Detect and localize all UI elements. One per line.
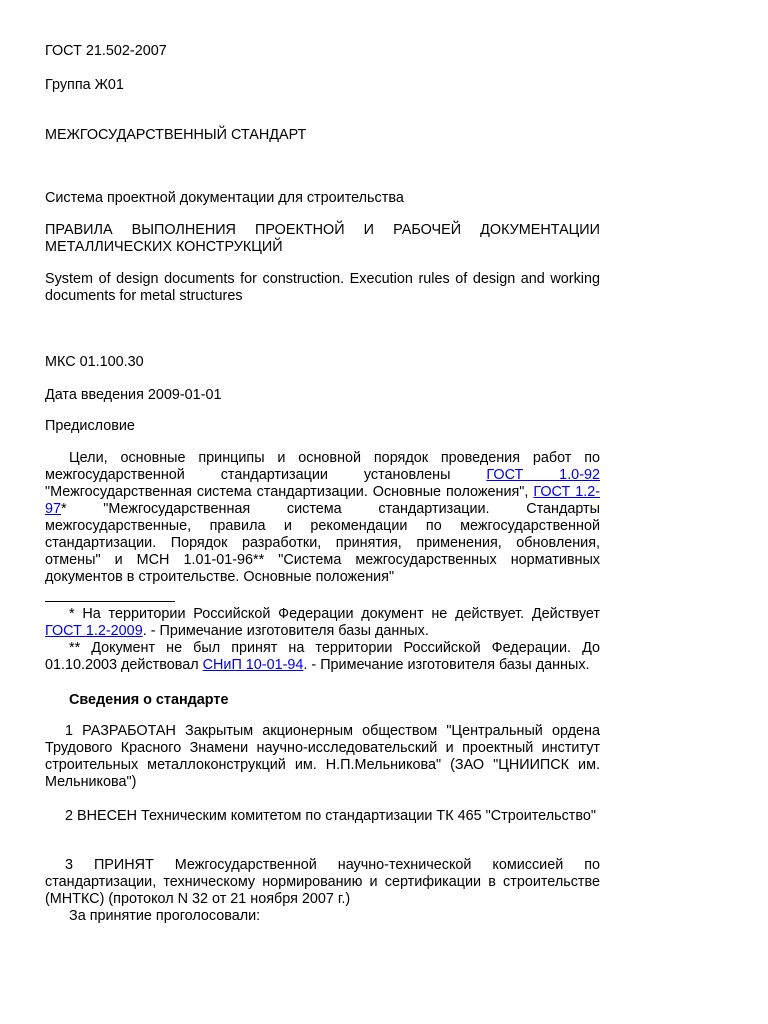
link-gost-1-0-92[interactable]: ГОСТ 1.0-92 [486,467,600,483]
link-gost-1-2-2009[interactable]: ГОСТ 1.2-2009 [45,623,143,639]
system-title-ru: Система проектной документации для строительства [45,190,404,206]
mks-code: МКС 01.100.30 [45,354,144,370]
link-gost-1-2-97[interactable]: ГОСТ 1.2-97 [45,484,600,517]
footnote-divider [45,601,175,602]
info-item-developed: 1 РАЗРАБОТАН Закрытым акционерным обществом "Центральный ордена Трудового Красного Знамени научно-исследовательский и проектный институт строительных металлоконструкций им. Н.П.Мельникова" (ЗАО "ЦНИИПСК им. Мельникова") [45,723,600,790]
interstate-standard-heading: МЕЖГОСУДАРСТВЕННЫЙ СТАНДАРТ [45,127,307,143]
standard-info-heading: Сведения о стандарте [69,692,229,708]
document-title-ru: ПРАВИЛА ВЫПОЛНЕНИЯ ПРОЕКТНОЙ И РАБОЧЕЙ ДОКУМЕНТАЦИИ МЕТАЛЛИЧЕСКИХ КОНСТРУКЦИЙ [45,222,600,255]
footnote-2: ** Документ не был принят на территории Российской Федерации. До 01.10.2003 действовал СНиП 10-01-94. - Примечание изготовителя базы данных. [45,640,600,673]
info-item-adopted: 3 ПРИНЯТ Межгосударственной научно-технической комиссией по стандартизации, техническому нормированию и сертификации в строительстве (МНТКС) (протокол N 32 от 21 ноября 2007 г.) [45,857,600,907]
footnote-1: * На территории Российской Федерации документ не действует. Действует ГОСТ 1.2-2009. - Примечание изготовителя базы данных. [45,606,600,639]
voted-for-heading: За принятие проголосовали: [69,908,261,924]
link-snip-10-01-94[interactable]: СНиП 10-01-94 [202,657,304,673]
preface-paragraph: Цели, основные принципы и основной порядок проведения работ по межгосударственной стандартизации установлены ГОСТ 1.0-92 "Межгосударственная система стандартизации. Основные положения", ГОСТ 1.2-97* "Межгосударственная система стандартизации. Стандарты межгосударственные, правила и рекомендации по межгосударственной стандартизации. Порядок разработки, принятия, применения, обновления, отмены" и МСН 1.01-01-96** "Система межгосударственных нормативных документов в строительстве. Основные положения" [45,450,600,585]
document-title-en: System of design documents for construction. Execution rules of design and working documents for metal structures [45,271,600,304]
document-group: Группа Ж01 [45,77,124,93]
document-code: ГОСТ 21.502-2007 [45,43,167,59]
effective-date: Дата введения 2009-01-01 [45,387,222,403]
preface-heading: Предисловие [45,418,135,434]
info-item-introduced: 2 ВНЕСЕН Техническим комитетом по стандартизации ТК 465 "Строительство" [65,808,596,824]
